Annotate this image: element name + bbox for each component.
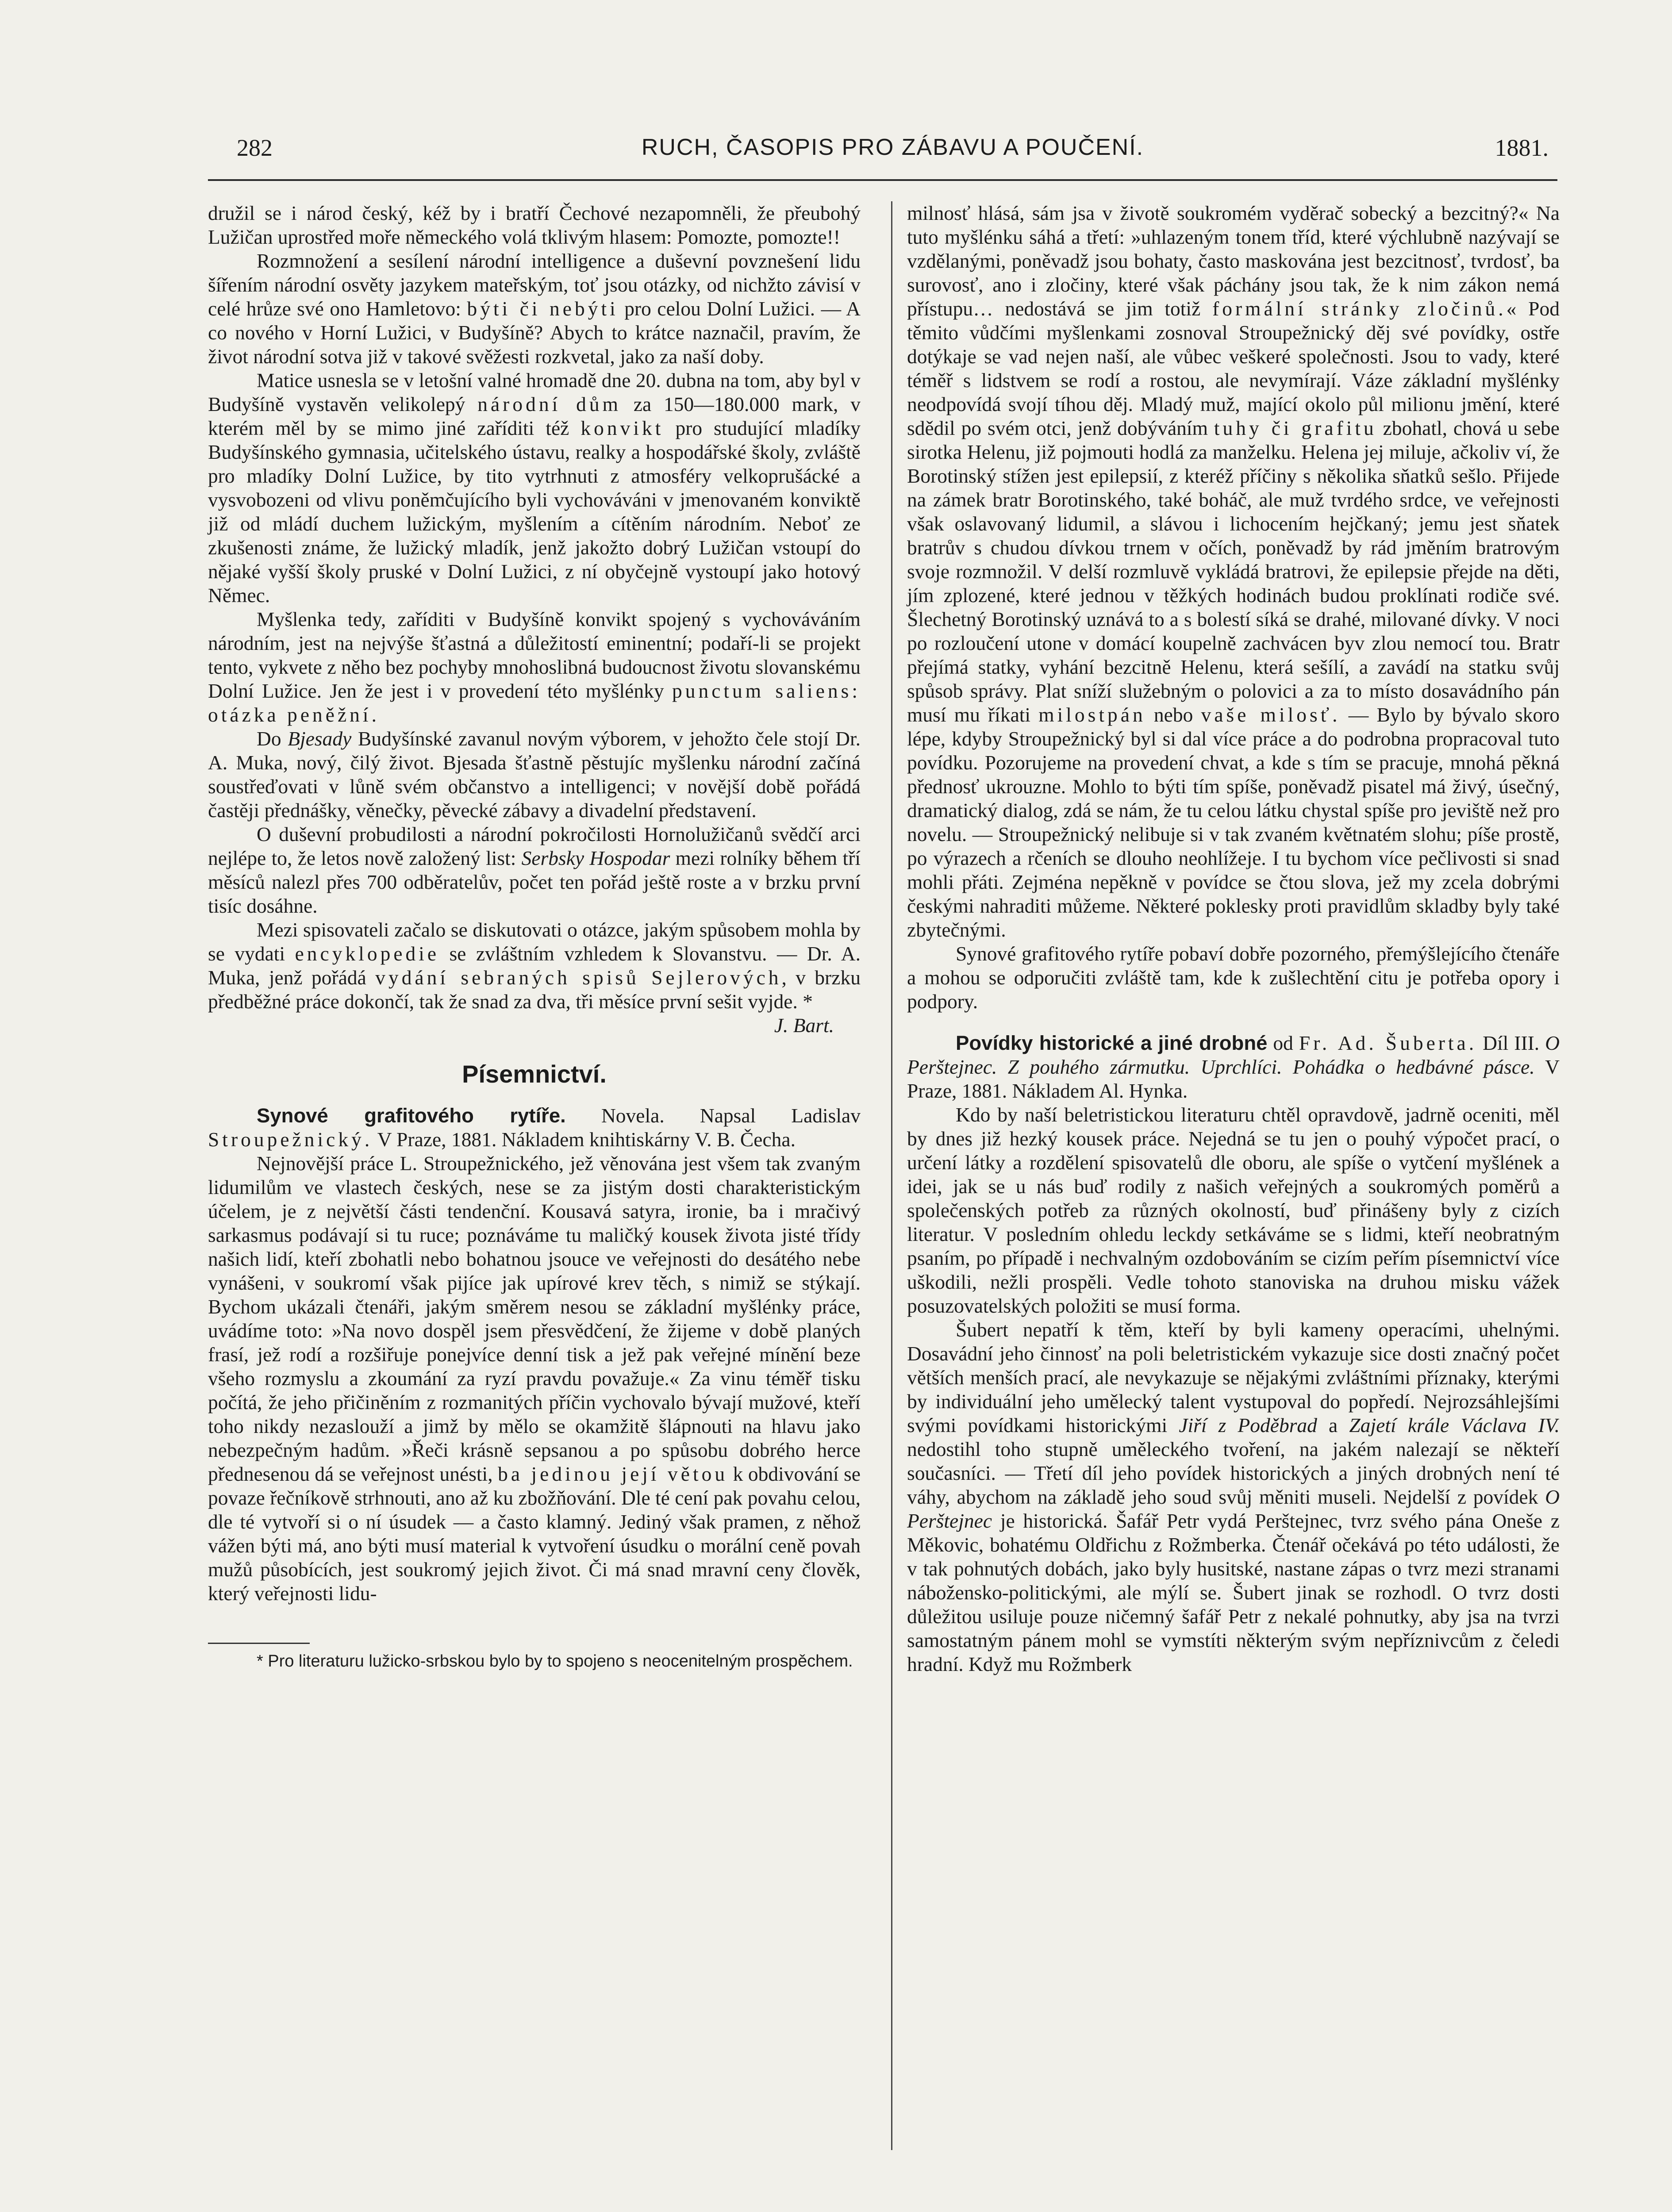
text-run: Mezi spisovateli začalo se diskutovati o otázce, jakým spůsobem mohla by se vydati: [208, 918, 861, 965]
section-heading: Písemnictví.: [462, 1060, 607, 1088]
text-run: Šubert nepatří k těm, kteří by byli kameny operacími, uhelnými. Dosavádní jeho činnosť na poli beletristickém vykazuje sice dosti značný počet větších menších prací, ale nevykazuje se nějakými zvláštními příznaky, kterými by individuální jeho umělecký talent vystupoval do popředí. Nejrozsáhlejšími svými povídkami historickými: [907, 1318, 1560, 1436]
text-run: Myšlenka tedy, zaříditi v Budyšíně konvikt spojený s vychováváním národním, jest na nejvýše šťastná a důležitostí eminentní; podaří-li se projekt tento, vykvete z něho bez pochyby mnohoslibná budoucnost životu slovanskému Dolní Lužice. Jen že jest i v provedení této myšlénky: [208, 608, 861, 702]
paragraph: [208, 201, 861, 249]
review-title: Povídky historické a jiné drobné: [956, 1032, 1268, 1054]
footnote-rule: [208, 1643, 310, 1644]
text-run: Budyšínské zavanul novým výborem, v jehožto čele stojí Dr. A. Muka, nový, čilý život. Bjesada šťastně pěstujíc myšlenku národní začíná soustřeďovati v lůně svém občanstvo a intelligenci; v novější době pořádá častěji přednášky, věnečky, pěvecké zábavy a divadelní představení.: [208, 727, 861, 822]
text-run: — Bylo by bývalo skoro lépe, kdyby Stroupežnický byl si dal více práce a do podrobna propracoval tuto povídku. Pozorujeme na provedení chvat, a kde s tím se pracuje, mnohá pěkná přednosť ukrouzne. Mohlo to býti tím spíše, poněvadž pisatel má živý, úsečný, dramatický dialog, zdá se nám, že tu celou látku chystal spíše pro jeviště než pro novelu. — Stroupežnický nelibuje si v tak zvaném květnatém slohu; píše prostě, po výrazech a rčeních se dlouho neohlížeje. I tu bychom více pečlivosti si snad mohli přáti. Zejména nepěkně v povídce se čtou slova, jež my zcela dobrými českými nahraditi můžeme. Některé poklesky proti pravidlům skladby byly také zbytečnými.: [907, 703, 1560, 941]
text-run: Rozmnožení a sesílení národní intelligence a duševní povznešení lidu šířením národní osvěty jazykem mateřským, toť jsou otázky, od nichžto závisí v celé hrůze své ono Hamletovo:: [208, 250, 861, 320]
text-run: V Praze, 1881. Nákladem knihtiskárny V. B. Čecha.: [373, 1128, 796, 1151]
author-name: Stroupežnický.: [208, 1128, 373, 1151]
emphasis: ba jedinou její větou: [498, 1463, 728, 1485]
paragraph: [907, 201, 1560, 942]
text-run: Do: [257, 727, 288, 750]
text-run: za 150—180.000 mark, v kterém měl by se mimo jiné zaříditi též: [208, 393, 861, 439]
text-run: V Praze, 1881. Nákladem Al. Hynka.: [907, 1056, 1560, 1102]
paragraph: [208, 369, 861, 607]
text-run: Novela. Napsal Ladislav: [565, 1104, 861, 1127]
paragraph: [208, 249, 861, 369]
header-rule: [208, 179, 1557, 181]
page-header: [237, 134, 1549, 174]
footnote: * Pro literaturu lužicko-srbskou bylo by to spojeno s neocenitelným prospěchem.: [257, 1652, 853, 1671]
text-run: , v brzku předběžné práce dokončí, tak že snad za dva, tři měsíce první sešit vyjde. *: [208, 966, 861, 1013]
text-run: nedostihl toho stupně uměleckého tvoření, na jakém nalezají se někteří současníci. — Třetí díl jeho povídek historických a jiných drobných není té váhy, abychom na základě jeho soud svůj měniti museli. Nejdelší z povídek: [907, 1438, 1560, 1508]
journal-title: RUCH, ČASOPIS PRO ZÁBAVU A POUČENÍ.: [641, 134, 1144, 160]
review-heading: [907, 1031, 1560, 1103]
text-run: Nejnovější práce L. Stroupežnického, jež věnována jest všem tak zvaným lidumilům ve vlastech českých, nese se za jistým dosti charakteristickým účelem, je z největší části tendenční. Kousavá satyra, ironie, ba i mračivý sarkasmus podávají si tu ruce; poznáváme tu maličký kousek života jisté třídy našich lidí, kteří zbohatli nebo bohatnou jsouce ve veřejnosti do desátého nebe vynášeni, v soukromí však pijíce jak upírové krev těch, s nimiž se stýkají. Bychom ukázali čtenáři, jakým směrem nesou se základní myšlénky práce, uvádíme toto: »Na novo dospěl jsem přesvědčení, že žijeme v době planých frasí, jež rodí a rozšiřuje ponejvíce denní tisk a jež pak veřejné mínění beze všeho rozmyslu a zkoumání za ryzí pravdu považuje.« Za vinu téměř tisku počítá, že jeho přičiněním z rozmanitých příčin vychovalo bývají mužové, kteří toho nikdy nezaslouží a jimž by mělo se okamžitě šlápnouti na hlavu jako nebezpečným hadům. »Řeči krásně sepsanou a po spůsobu dobrého herce přednesenou dá se veřejnost unésti,: [208, 1152, 861, 1485]
paragraph: [208, 918, 861, 1014]
italic-title: Bjesady: [288, 727, 352, 750]
paragraph: [208, 607, 861, 727]
signature-text: J. Bart.: [774, 1014, 834, 1037]
text-run: k obdivování se povaze řečníkově strhnouti, ano až ku zbožňování. Dle té cení pak povahu celou, dle té vytvoří si o ní úsudek — a často klamný. Jediný však pramen, z něhož vážen býti má, ano býti musí material k vytvoření úsudku o morální ceně povah mužů působících, jest soukromý jejich život. Či má snad mravní ceny člověk, který veřejnosti lidu-: [208, 1463, 861, 1605]
paragraph: [208, 727, 861, 822]
text-run: zbohatl, chová u sebe sirotka Helenu, již pojmouti hodlá za manželku. Helena jej miluje, ačkoliv ví, že Borotinský stížen jest epilepsií, z kteréž příčiny s několika sňatků sešlo. Přijede na zámek bratr Borotinského, také boháč, ale muž tvrdého srdce, ve veřejnosti však oslavovaný lidumil, a slávou i lichocením hejčkaný; jemu jest sňatek bratrův s chudou dívkou trnem v očích, poněvadž by rád jměním bratrovým svoje rozmnožil. V delší rozmluvě vykládá bratrovi, že epilepsie přejde na děti, jím zplozené, které jednou v těžkých hodinách budou proklínati rodiče své. Šlechetný Borotinský uznává to a s bolestí síká se drahé, milované dívky. V noci po rozloučení utone v domácí koupelně zachvácen byv zlou nemocí tou. Bratr přejímá statky, vyhání bezcitně Helenu, která sešílí, a zavádí na statku svůj spůsob správy. Plat sníží služebným o polovici a za to místo dosavádního pán musí mu říkati: [907, 417, 1560, 726]
text-run: Matice usnesla se v letošní valné hromadě dne 20. dubna na tom, aby byl v Budyšíně vystavěn velikolepý: [208, 369, 861, 415]
text-run: pro studující mladíky Budyšínského gymnasia, učitelského ústavu, realky a hospodářské školy, zvláště pro mladíky Dolní Lužice, by tito vytrhnuti z atmosféry velkoprušácké a vysvobozeni od vlivu poněmčujícího byli vychováváni v jmenovaném konviktě již od mládí duchem lužickým, myšlením a cítěním národním. Neboť ze zkušenosti známe, že lužický mladík, jenž jakožto dobrý Lužičan vstoupí do nějaké vyšší školy pruské v Dolní Lužici, z ní obyčejně vystoupí jako hotový Němec.: [208, 417, 861, 607]
emphasis: punctum saliens: otázka peněžní.: [208, 680, 861, 726]
emphasis: býti či nebýti: [467, 297, 619, 320]
paragraph: [907, 1318, 1560, 1676]
emphasis: encyklopedie: [295, 942, 440, 965]
text-run: milnosť hlásá, sám jsa v životě soukromém vyděrač sobecký a bezcitný?« Na tuto myšlénku sáhá a třetí: »uhlazeným tonem tříd, které výchlubně nazývají se vzdělanými, poněvadž jsou bohaty, často maskována jest bezcitnosť, tvrdosť, ba surovosť, ano i zločiny, které však páchány jsou tak, že k nim zákon nemá přístupu… nedostává se jim totiž: [907, 202, 1560, 320]
text-run: mezi rolníky během tří měsíců nalezl přes 700 odběratelův, počet ten pořád ještě roste a v brzku první tisíc dosáhne.: [208, 847, 861, 917]
text-run: družil se i národ český, kéž by i bratří Čechové nezapomněli, že přeubohý Lužičan uprostřed moře německého volá tklivým hlasem: Pomozte, pomozte!!: [208, 202, 861, 248]
column-divider: [891, 201, 892, 2150]
text-run: pro celou Dolní Lužici. — A co nového v Horní Lužici, v Budyšíně? Abych to krátce naznačil, pravím, že život národní sotva již v takové svěžesti rozkvetal, jako za naší doby.: [208, 297, 861, 368]
text-run: Kdo by naší beletristickou literaturu chtěl opravdově, jadrně oceniti, měl by dnes již hezký kousek práce. Nejedná se tu jen o pouhý výpočet prací, o určení látky a rozdělení spisovatelů dle oboru, ale spíše o vytčení myšlének a idei, jak se u nás buď rodily z našich veřejných a soukromých poměrů a společenských potřeb za různých okolností, buď přinášeny byly z cizích literatur. V posledním ohledu leckdy setkáváme se s lidmi, kteří neobratným psaním, po případě i nechvalným ozdobováním se cizím peřím písemnictví více uškodili, nežli prospěli. Vedle tohoto stanoviska na druhou misku vážek posuzovatelských položiti se musí forma.: [907, 1103, 1560, 1317]
review-heading: [208, 1104, 861, 1152]
italic-title: O Perštejnec: [907, 1486, 1560, 1532]
paragraph: [208, 1152, 861, 1605]
paragraph: [907, 1103, 1560, 1318]
italic-title: Jiří z Poděbrad: [1179, 1414, 1317, 1436]
text-run: nebo: [1145, 703, 1201, 726]
header-year: 1881.: [1495, 134, 1549, 161]
text-run: je historická. Šafář Petr vydá Perštejnec, tvrz svého pána Oneše z Měkovic, bohatému Oldřichu z Rožmberka. Čtenář očekává po této události, že v tak pohnutých dobách, jako byly husitské, nastane zápas o tvrz mezi stranami náboženskо-politickými, ale mýlí se. Šubert jinak se rozhodl. O tvrz dosti důležitou usiluje pouze ničemný šafář Petr z nekalé pohnutky, aby jsa na tvrzi samostatným pánem mohl se vymstíti některým svým nepříznivcům z čeledi hradní. Když mu Rožmberk: [907, 1509, 1560, 1675]
emphasis: konvikt: [580, 417, 664, 439]
emphasis: milostpán: [1038, 703, 1146, 726]
text-run: « Pod těmito vůdčími myšlenkami zosnoval Stroupežnický děj své povídky, ostře dotýkaje se vad nejen naší, ale vůbec veškeré společnosti. Jsou to vady, které téměř s lidstvem se rodí a rostou, ale nevymírají. Váze základní myšlénky neodpovídá svojí tíhou děj. Mladý muž, mající okolo půl milionu jmění, které sdědil po svém otci, jenž dobýváním: [907, 297, 1560, 439]
text-run: a: [1317, 1414, 1349, 1436]
paragraph: [208, 822, 861, 918]
text-run: se zvláštním vzhledem k Slovanstvu. — Dr. A. Muka, jenž pořádá: [208, 942, 861, 989]
review-title: Synové grafitového rytíře.: [257, 1104, 566, 1127]
text-run: Díl III.: [1477, 1032, 1545, 1054]
paragraph: [907, 942, 1560, 1014]
emphasis: národní dům: [477, 393, 621, 415]
italic-title: O Perštejnec. Z pouhého zármutku. Uprchlíci. Pohádka o hedbávné pásce.: [907, 1032, 1560, 1078]
spacer: [907, 1014, 1560, 1031]
page-number: 282: [237, 134, 273, 161]
right-column: [907, 201, 1560, 1676]
left-column: [208, 201, 861, 1671]
author-signature: [208, 1014, 861, 1037]
emphasis: vydání sebraných spisů Sejlerových: [375, 966, 782, 989]
emphasis: tuhy či grafitu: [1214, 417, 1377, 439]
italic-title: Serbsky Hospodar: [521, 847, 670, 869]
italic-title: Zajetí krále Václava IV.: [1349, 1414, 1560, 1436]
author-name: Fr. Ad. Šuberta.: [1299, 1032, 1477, 1054]
text-run: Synové grafitového rytíře pobaví dobře pozorného, přemýšlejícího čtenáře a mohou se odporučiti zvláště tam, kde k zušlechtění citu je potřeba opory i podpory.: [907, 942, 1560, 1013]
text-run: od: [1267, 1032, 1299, 1054]
emphasis: formální stránky zločinů.: [1212, 297, 1507, 320]
emphasis: vaše milosť.: [1201, 703, 1341, 726]
text-run: O duševní probudilosti a národní pokročilosti Hornolužičanů svědčí arci nejlépe to, že letos nově založený list:: [208, 823, 861, 869]
